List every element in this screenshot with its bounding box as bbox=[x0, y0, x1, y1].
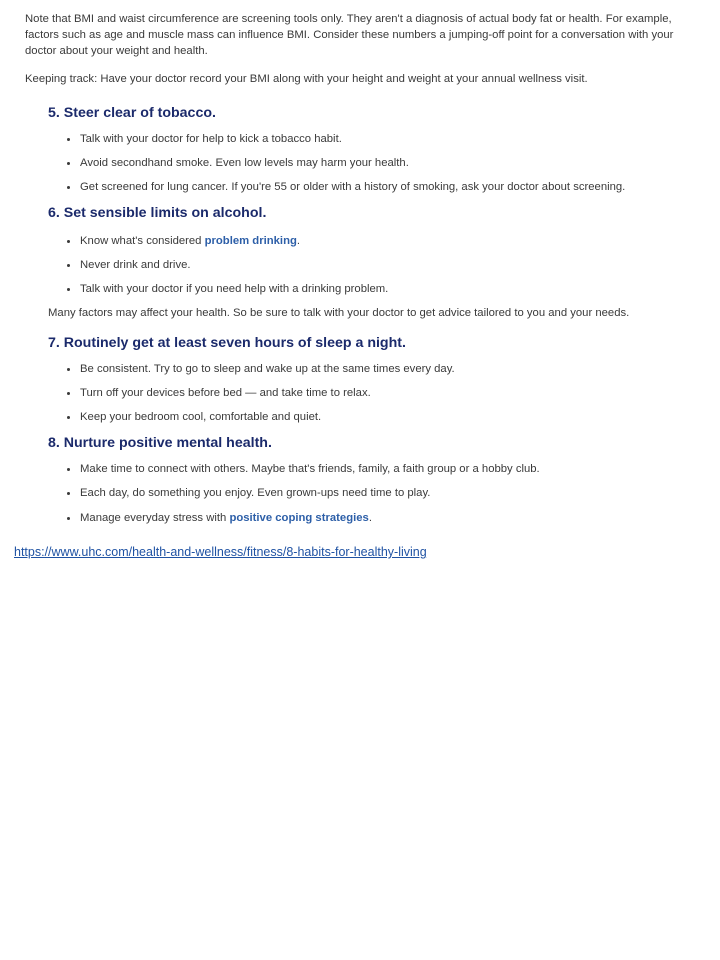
list-item: Know what's considered problem drinking. bbox=[48, 233, 698, 257]
tobacco-list bbox=[48, 131, 698, 195]
section-heading-sleep: 7. Routinely get at least seven hours of sleep a night. bbox=[48, 335, 406, 351]
bullet-icon bbox=[67, 392, 70, 395]
source-url-link[interactable]: https://www.uhc.com/health-and-wellness/fitness/8-habits-for-healthy-living bbox=[14, 545, 427, 559]
bullet-icon bbox=[67, 138, 70, 141]
bullet-icon bbox=[67, 240, 70, 243]
list-item: Get screened for lung cancer. If you're 55 or older with a history of smoking, ask your doctor about screening. bbox=[48, 179, 698, 195]
positive-coping-strategies-link[interactable]: positive coping strategies bbox=[229, 512, 369, 524]
bullet-icon bbox=[67, 288, 70, 291]
bullet-icon bbox=[67, 162, 70, 165]
section-heading-alcohol: 6. Set sensible limits on alcohol. bbox=[48, 205, 267, 221]
section-mental-health bbox=[48, 434, 698, 526]
list-item: Each day, do something you enjoy. Even grown-ups need time to play. bbox=[48, 485, 698, 510]
section-sleep bbox=[48, 334, 698, 425]
intro-paragraph-keeping-track: Keeping track: Have your doctor record your BMI along with your height and weight at your annual wellness visit. bbox=[25, 73, 588, 85]
mental-health-list bbox=[48, 461, 698, 526]
section-heading-mental-health: 8. Nurture positive mental health. bbox=[48, 435, 272, 451]
bullet-icon bbox=[67, 492, 70, 495]
alcohol-list bbox=[48, 233, 698, 297]
list-item: Turn off your devices before bed — and take time to relax. bbox=[48, 385, 698, 409]
section-tobacco bbox=[48, 104, 698, 195]
list-item: Talk with your doctor if you need help with a drinking problem. bbox=[48, 281, 698, 297]
section-alcohol bbox=[48, 204, 698, 297]
bullet-icon bbox=[67, 468, 70, 471]
list-item: Avoid secondhand smoke. Even low levels may harm your health. bbox=[48, 155, 698, 179]
bullet-icon bbox=[67, 517, 70, 520]
list-item: Talk with your doctor for help to kick a tobacco habit. bbox=[48, 131, 698, 155]
bullet-icon bbox=[67, 416, 70, 419]
problem-drinking-link[interactable]: problem drinking bbox=[204, 235, 297, 247]
list-item: Manage everyday stress with positive coping strategies. bbox=[48, 510, 698, 526]
sleep-list bbox=[48, 361, 698, 425]
list-item: Be consistent. Try to go to sleep and wake up at the same times every day. bbox=[48, 361, 698, 385]
bullet-icon bbox=[67, 186, 70, 189]
section-heading-tobacco: 5. Steer clear of tobacco. bbox=[48, 105, 216, 121]
list-item: Keep your bedroom cool, comfortable and quiet. bbox=[48, 409, 698, 425]
bullet-icon bbox=[67, 264, 70, 267]
intro-paragraph-bmi: Note that BMI and waist circumference are screening tools only. They aren't a diagnosis of actual body fat or health. For example, factors such as age and muscle mass can influence BMI. Consider these numbers a jumping-off point for a conversation with your doctor about your weight and health. bbox=[25, 13, 674, 57]
list-item: Make time to connect with others. Maybe that's friends, family, a faith group or a hobby club. bbox=[48, 461, 698, 485]
bullet-icon bbox=[67, 368, 70, 371]
list-item: Never drink and drive. bbox=[48, 257, 698, 281]
alcohol-note: Many factors may affect your health. So be sure to talk with your doctor to get advice tailored to you and your needs. bbox=[48, 307, 630, 319]
